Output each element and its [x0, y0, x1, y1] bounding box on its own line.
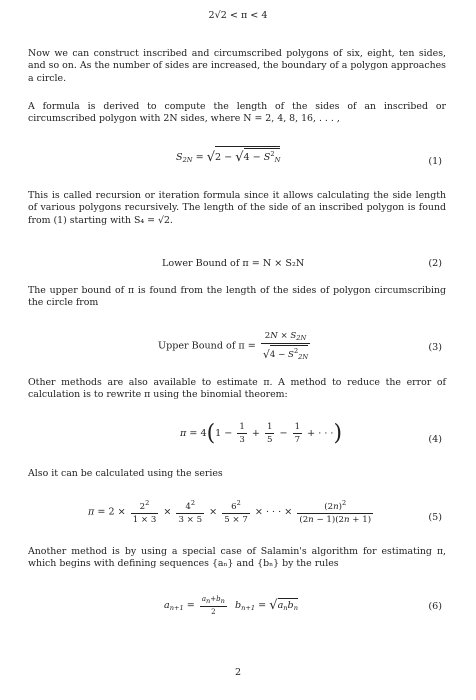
paragraph-3: This is called recursion or iteration formula since it allows calculating the side length of various polygons recursively. The length of the side of an inscribed polygon is found from (1) starting with S₄ = √2. — [28, 190, 446, 226]
equation-3-label: Upper Bound of π = — [158, 340, 256, 352]
top-inequality: 2√2 < π < 4 — [208, 10, 268, 21]
equation-6-number: (6) — [428, 601, 442, 612]
paragraph-1: Now we can construct inscribed and circumscribed polygons of six, eight, ten sides, and so on. As the number of sides are increased, the boundary of a polygon approaches a circle. — [28, 48, 446, 84]
equation-1-number: (1) — [428, 156, 442, 167]
equation-5: π = 2 × $\frac{2^2}{1 \times 3}$ × $\frac{4^2}{3 \times 5}$ × $\frac{6^2}{5 \times 7}$ × · · · × $\frac{(2n)^2}{(2n - 1)(2n + 1)}$ — [88, 499, 372, 525]
equation-5-number: (5) — [428, 512, 442, 523]
page-number: 2 — [234, 667, 242, 678]
equation-3-number: (3) — [428, 342, 442, 353]
paragraph-5: Other methods are also available to estimate π. A method to reduce the error of calculation is to rewrite π using the binomial theorem: — [28, 377, 446, 401]
paragraph-7: Another method is by using a special case of Salamin's algorithm for estimating π, which begins with defining sequences {aₙ} and {bₙ} by the rules — [28, 546, 446, 570]
equation-1: $S_{2N} = √2 - √4 - S^2_N$ — [176, 146, 280, 165]
paragraph-6: Also it can be calculated using the series — [28, 468, 223, 479]
equation-4-number: (4) — [428, 434, 442, 445]
equation-2-number: (2) — [428, 258, 442, 269]
equation-3: Upper Bound of π = $\frac{2N \times S_{2N}}{√4 - S^2_{2N}}$ — [158, 331, 309, 361]
paragraph-4: The upper bound of π is found from the length of the sides of polygon circumscribing the circle from — [28, 285, 446, 309]
equation-6: $a_{n+1}$ = $\frac{an+bn}{2}$ $b_{n+1} = √a_nb_n$ — [164, 595, 298, 616]
equation-2: Lower Bound of π = N × S₂N — [162, 258, 305, 269]
paragraph-2: A formula is derived to compute the length of the sides of an inscribed or circumscribed polygon with 2N sides, where N = 2, 4, 8, 16, . . . , — [28, 101, 446, 125]
equation-4: π = 4(1 − $\frac{1}{3}$ + $\frac{1}{5}$ − $\frac{1}{7}$ + · · ·) — [180, 421, 343, 446]
